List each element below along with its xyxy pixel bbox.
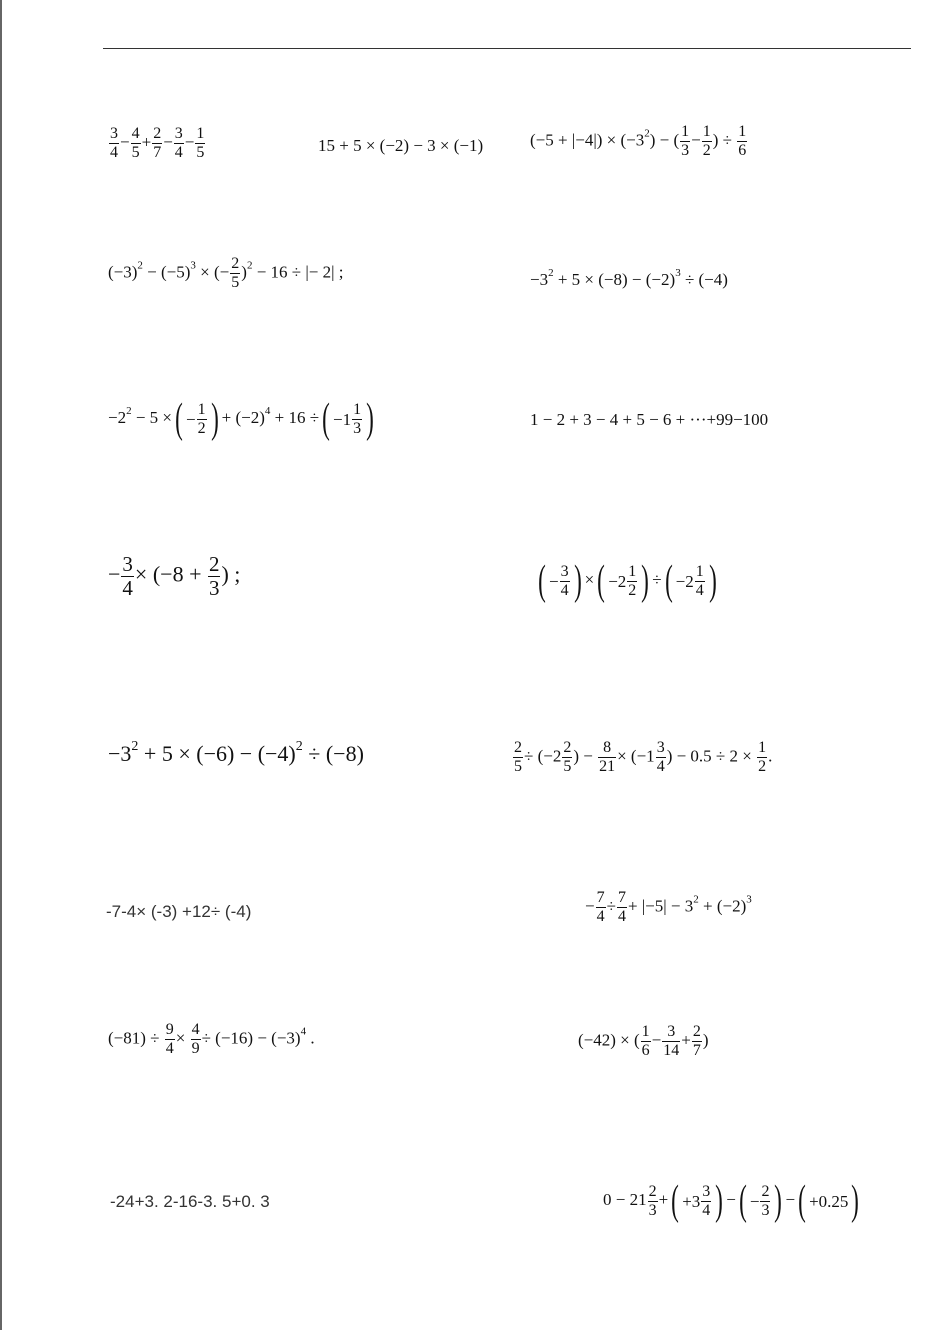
problem-8: − $\frac{3}{4}$ × (−8 + $\frac{2}{3}$ ) ; (108, 552, 241, 600)
problem-5: $-3^2 + 5 \times (-8) - (-2)^3 \div (-4)$ (530, 267, 728, 289)
page-left-edge (0, 0, 2, 1330)
problem-10: $-3^2 + 5 \times (-6) - (-4)^2 \div (-8)$ (108, 739, 364, 767)
problem-2: 15 + 5 × (−2) − 3 × (−1) (318, 136, 484, 155)
problem-12: -7-4× (-3) +12÷ (-4) (106, 902, 252, 921)
problem-7: 1 − 2 + 3 − 4 + 5 − 6 + ···+99−100 (530, 410, 769, 429)
problem-11: $\frac{2}{5}$ ÷ (−2 $\frac{2}{5}$ ) − $\frac{8}{21}$ × (−1 $\frac{3}{4}$ ) − 0.5 ÷ 2 × $\frac{1}{2}$ . (514, 739, 773, 775)
problem-15: (−42) × ( $\frac{1}{6}$ − $\frac{3}{14}$ + $\frac{2}{7}$ ) (578, 1023, 709, 1059)
header-rule (103, 48, 911, 49)
problem-16: -24+3. 2-16-3. 5+0. 3 (110, 1192, 270, 1211)
problem-9: ( − 3 4 ) × ( −2 1 2 ) ÷ ( −2 1 4 ) (538, 558, 717, 604)
problem-13: − $\frac{7}{4}$ ÷ $\frac{7}{4}$ + $|-5| - 3^2 + (-2)^3$ (585, 889, 752, 925)
problem-17: 0 − 21 $\frac{2}{3}$ + ( +3 3 4 ) − ( − 2 3 ) − ( +0.25 ) (603, 1178, 860, 1224)
problem-3: $(-5 + |-4|) \times (-3^2)$ − ( $\frac{1}{3}$ − $\frac{1}{2}$ ) ÷ $\frac{1}{6}$ (530, 123, 747, 159)
problem-4: $(-3)^2 - (-5)^3$ × (− $\frac{2}{5}$ )$^2$ − 16 ÷ |− 2| ; (108, 255, 344, 291)
problem-1: $\frac{3}{4}$ − $\frac{4}{5}$ + $\frac{2}{7}$ − $\frac{3}{4}$ − $\frac{1}{5}$ (110, 125, 205, 161)
problem-14: (−81) ÷ $\frac{9}{4}$ × $\frac{4}{9}$ ÷ $(-16) - (-3)^4$ . (108, 1021, 315, 1057)
problem-6: $-2^2 - 5$ × ( − 1 2 ) + $(-2)^4 + 16$ ÷ ( −1 1 3 ) (108, 396, 374, 442)
